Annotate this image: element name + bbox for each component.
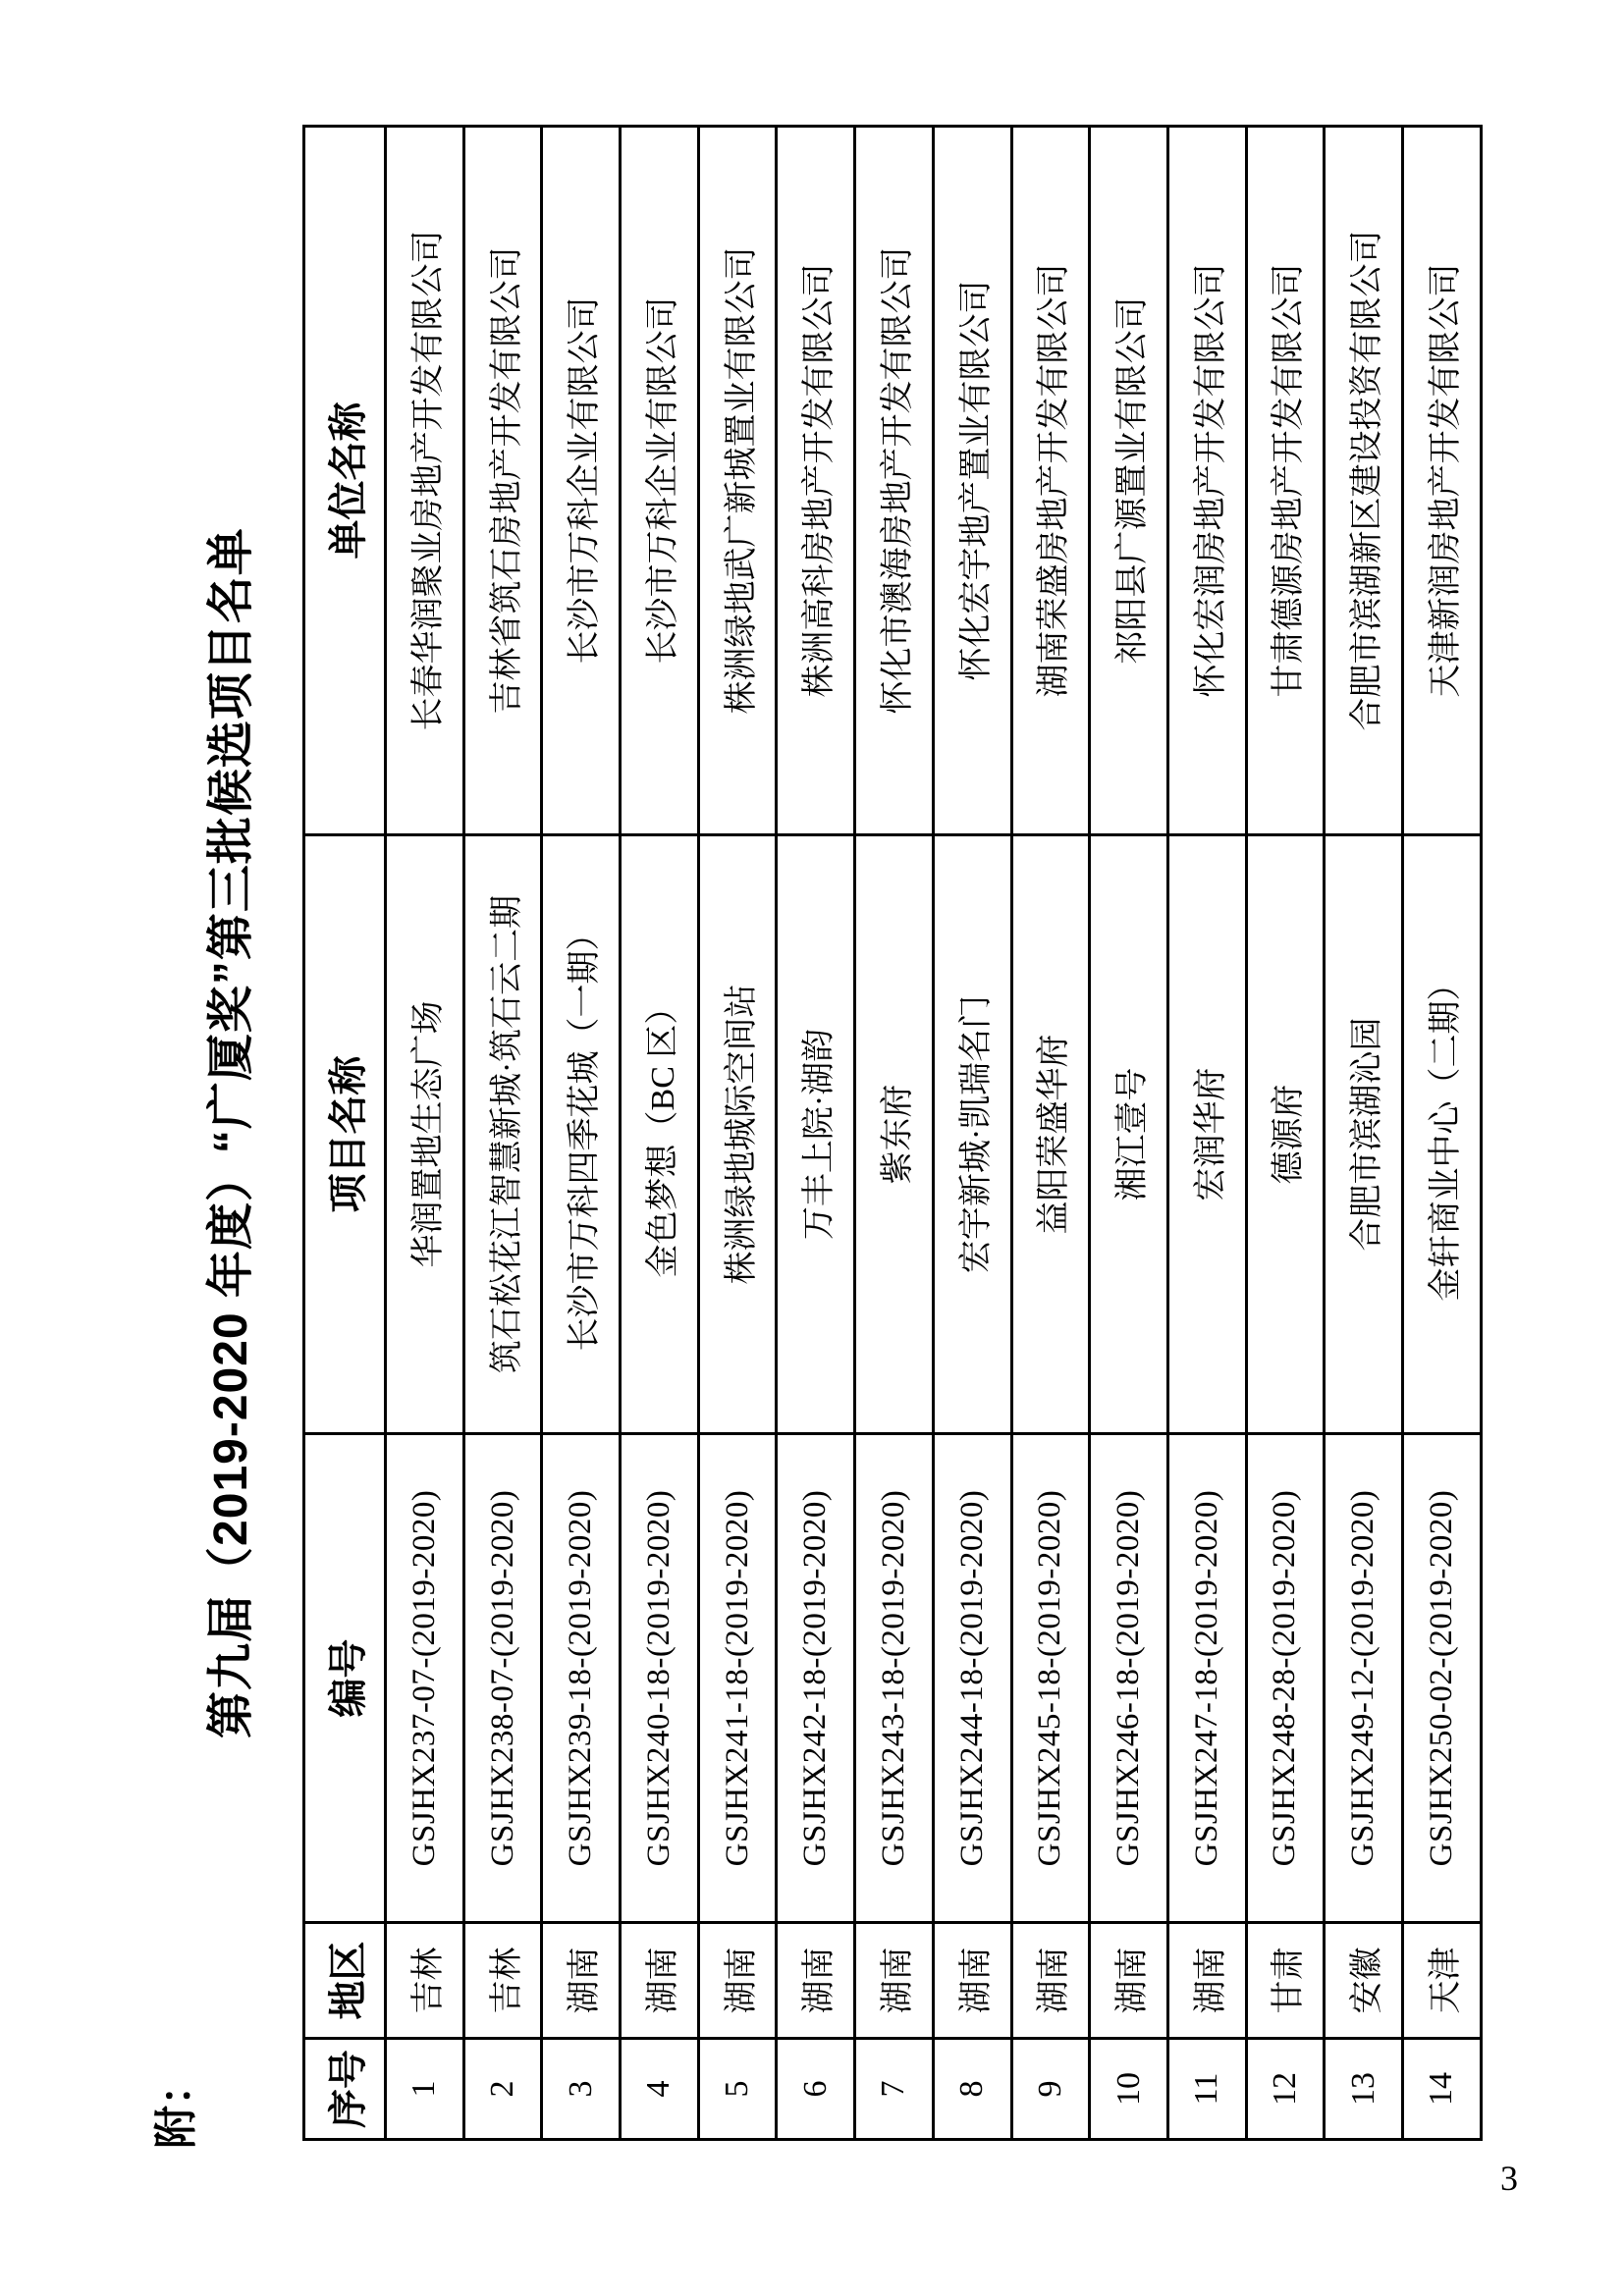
cell-index: 7	[856, 2040, 932, 2138]
column-header-code: 编号	[305, 1435, 384, 1921]
cell-code: GSJHX245-18-(2019-2020)	[1013, 1435, 1089, 1921]
cell-code: GSJHX242-18-(2019-2020)	[778, 1435, 853, 1921]
cell-project: 株洲绿地城际空间站	[700, 836, 776, 1432]
cell-code: GSJHX246-18-(2019-2020)	[1091, 1435, 1166, 1921]
cell-project: 合肥市滨湖沁园	[1326, 836, 1401, 1432]
cell-index: 5	[700, 2040, 776, 2138]
cell-code: GSJHX250-02-(2019-2020)	[1404, 1435, 1480, 1921]
cell-index: 8	[935, 2040, 1010, 2138]
cell-region: 湖南	[778, 1924, 853, 2037]
cell-index: 4	[622, 2040, 697, 2138]
cell-region: 湖南	[622, 1924, 697, 2037]
page-number: 3	[1500, 2159, 1518, 2198]
cell-project: 湘江壹号	[1091, 836, 1166, 1432]
cell-region: 安徽	[1326, 1924, 1401, 2037]
cell-project: 德源府	[1248, 836, 1324, 1432]
cell-code: GSJHX237-07-(2019-2020)	[387, 1435, 462, 1921]
cell-project: 宏宇新城·凯瑞名门	[935, 836, 1010, 1432]
cell-project: 紫东府	[856, 836, 932, 1432]
cell-index: 13	[1326, 2040, 1401, 2138]
cell-code: GSJHX239-18-(2019-2020)	[543, 1435, 619, 1921]
cell-index: 10	[1091, 2040, 1166, 2138]
cell-company: 株洲高科房地产开发有限公司	[778, 128, 853, 833]
cell-index: 3	[543, 2040, 619, 2138]
cell-code: GSJHX244-18-(2019-2020)	[935, 1435, 1010, 1921]
cell-company: 吉林省筑石房地产开发有限公司	[465, 128, 541, 833]
cell-project: 长沙市万科四季花城（一期）	[543, 836, 619, 1432]
cell-project: 金轩商业中心（二期）	[1404, 836, 1480, 1432]
cell-region: 湖南	[856, 1924, 932, 2037]
cell-region: 湖南	[1169, 1924, 1245, 2037]
cell-region: 湖南	[543, 1924, 619, 2037]
cell-index: 2	[465, 2040, 541, 2138]
cell-region: 湖南	[1091, 1924, 1166, 2037]
cell-company: 天津新润房地产开发有限公司	[1404, 128, 1480, 833]
cell-code: GSJHX238-07-(2019-2020)	[465, 1435, 541, 1921]
attachment-label: 附：	[152, 2062, 200, 2149]
cell-project: 筑石松花江智慧新城·筑石云二期	[465, 836, 541, 1432]
cell-project: 华润置地生态广场	[387, 836, 462, 1432]
cell-company: 甘肃德源房地产开发有限公司	[1248, 128, 1324, 833]
column-header-company: 单位名称	[305, 128, 384, 833]
candidate-projects-table	[302, 125, 1483, 2141]
cell-company: 祁阳县广源置业有限公司	[1091, 128, 1166, 833]
cell-region: 吉林	[387, 1924, 462, 2037]
cell-region: 湖南	[935, 1924, 1010, 2037]
cell-region: 湖南	[700, 1924, 776, 2037]
cell-company: 株洲绿地武广新城置业有限公司	[700, 128, 776, 833]
cell-company: 怀化宏润房地产开发有限公司	[1169, 128, 1245, 833]
cell-company: 湖南荣盛房地产开发有限公司	[1013, 128, 1089, 833]
cell-company: 怀化宏宇地产置业有限公司	[935, 128, 1010, 833]
cell-index: 12	[1248, 2040, 1324, 2138]
cell-company: 合肥市滨湖新区建设投资有限公司	[1326, 128, 1401, 833]
cell-project: 益阳荣盛华府	[1013, 836, 1089, 1432]
cell-index: 14	[1404, 2040, 1480, 2138]
cell-project: 金色梦想（BC 区）	[622, 836, 697, 1432]
cell-project: 宏润华府	[1169, 836, 1245, 1432]
column-header-project: 项目名称	[305, 836, 384, 1432]
cell-index: 11	[1169, 2040, 1245, 2138]
cell-region: 天津	[1404, 1924, 1480, 2037]
cell-code: GSJHX248-28-(2019-2020)	[1248, 1435, 1324, 1921]
cell-company: 怀化市澳海房地产开发有限公司	[856, 128, 932, 833]
cell-code: GSJHX241-18-(2019-2020)	[700, 1435, 776, 1921]
column-header-region: 地区	[305, 1924, 384, 2037]
cell-region: 湖南	[1013, 1924, 1089, 2037]
cell-company: 长沙市万科企业有限公司	[622, 128, 697, 833]
cell-index: 6	[778, 2040, 853, 2138]
cell-code: GSJHX240-18-(2019-2020)	[622, 1435, 697, 1921]
cell-code: GSJHX247-18-(2019-2020)	[1169, 1435, 1245, 1921]
cell-index: 1	[387, 2040, 462, 2138]
cell-region: 甘肃	[1248, 1924, 1324, 2037]
cell-company: 长春华润聚业房地产开发有限公司	[387, 128, 462, 833]
cell-code: GSJHX243-18-(2019-2020)	[856, 1435, 932, 1921]
cell-code: GSJHX249-12-(2019-2020)	[1326, 1435, 1401, 1921]
column-header-index: 序号	[305, 2040, 384, 2138]
cell-region: 吉林	[465, 1924, 541, 2037]
page-title: 第九届（2019-2020 年度）“广厦奖”第三批候选项目名单	[205, 527, 257, 1738]
cell-index: 9	[1013, 2040, 1089, 2138]
cell-company: 长沙市万科企业有限公司	[543, 128, 619, 833]
cell-project: 万丰上院·湖韵	[778, 836, 853, 1432]
